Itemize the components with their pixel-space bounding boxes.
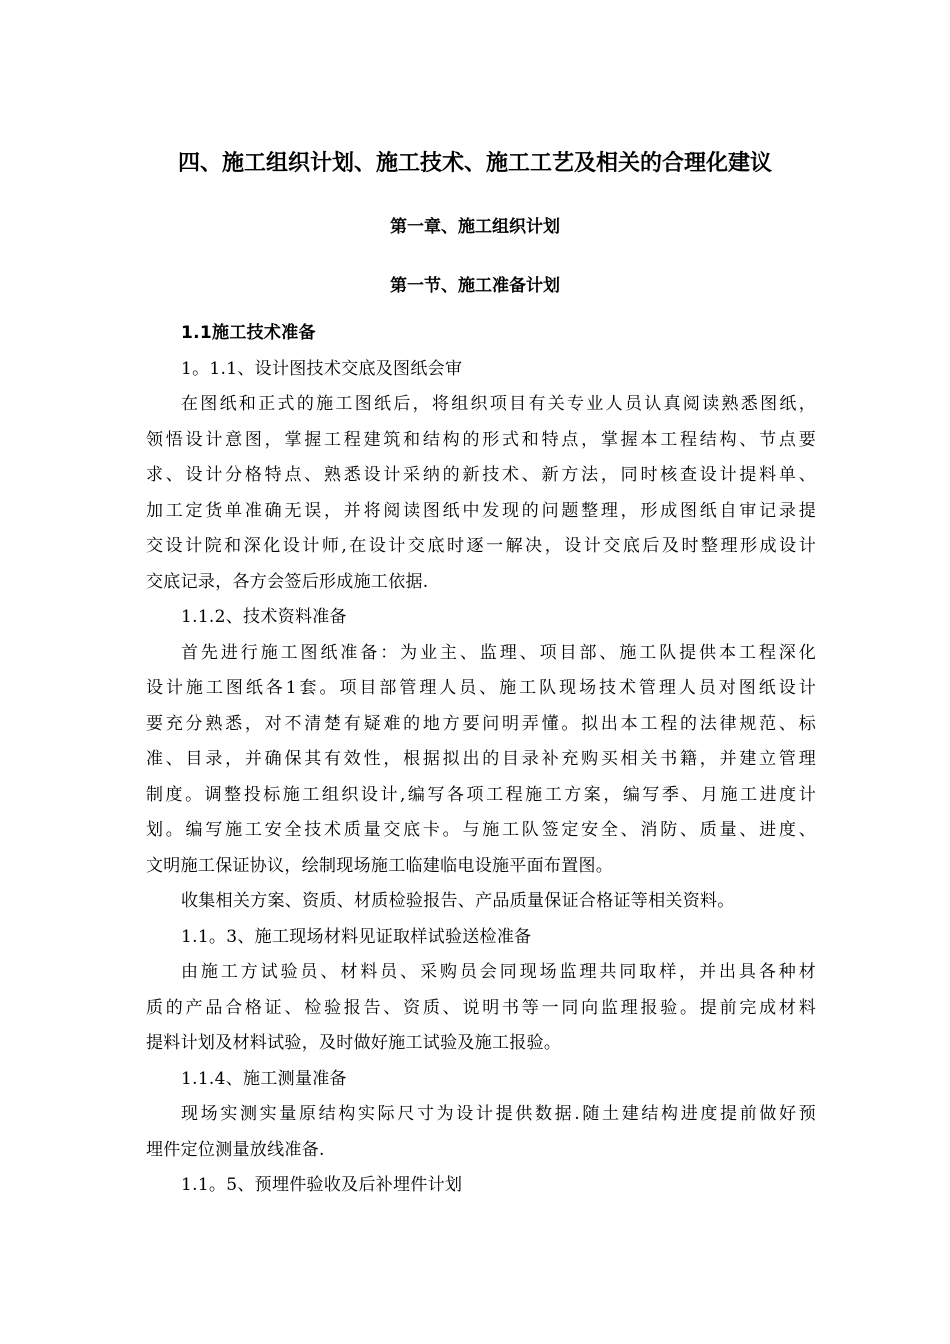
document-title: 四、施工组织计划、施工技术、施工工艺及相关的合理化建议 [177,151,772,176]
text-line: 在图纸和正式的施工图纸后，将组织项目有关专业人员认真阅读熟悉图纸， [181,394,816,414]
text-line: 1。1.1、设计图技术交底及图纸会审 [181,358,463,379]
chapter-heading: 第一章、施工组织计划 [390,217,560,237]
text-line: 收集相关方案、资质、材质检验报告、产品质量保证合格证等相关资料。 [181,891,735,911]
text-line: 准、目录，并确保其有效性，根据拟出的目录补充购买相关书籍，并建立管理 [146,749,816,769]
text-line: 加工定货单准确无误，并将阅读图纸中发现的问题整理，形成图纸自审记录提 [146,500,816,521]
text-line: 质的产品合格证、检验报告、资质、说明书等一同向监理报验。提前完成材料 [146,997,816,1018]
text-line: 交设计院和深化设计师,在设计交底时逐一解决，设计交底后及时整理形成设计 [146,536,816,556]
text-line: 1.1施工技术准备 [181,323,316,343]
text-line: 制度。调整投标施工组织设计,编写各项工程施工方案，编写季、月施工进度计 [146,784,816,805]
text-line: 求、设计分格特点、熟悉设计采纳的新技术、新方法，同时核查设计提料单、 [146,465,816,485]
text-line: 划。编写施工安全技术质量交底卡。与施工队签定安全、消防、质量、进度、 [146,820,816,840]
text-line: 1.1。5、预埋件验收及后补埋件计划 [181,1175,463,1195]
document-body [146,316,816,1204]
text-line: 提料计划及材料试验，及时做好施工试验及施工报验。 [146,1033,562,1053]
text-line: 由施工方试验员、材料员、采购员会同现场监理共同取样，并出具各种材 [181,962,816,982]
text-line: 1.1.2、技术资料准备 [181,607,347,627]
text-line: 设计施工图纸各1套。项目部管理人员、施工队现场技术管理人员对图纸设计 [146,678,816,698]
text-line: 要充分熟悉，对不清楚有疑难的地方要问明弄懂。拟出本工程的法律规范、标 [146,713,816,734]
text-line: 1.1.4、施工测量准备 [181,1068,347,1089]
text-line: 埋件定位测量放线准备. [146,1139,325,1160]
text-line: 交底记录，各方会签后形成施工依据. [146,571,429,592]
text-line: 首先进行施工图纸准备：为业主、监理、项目部、施工队提供本工程深化 [181,642,816,663]
text-line: 文明施工保证协议，绘制现场施工临建临电设施平面布置图。 [146,855,614,876]
section-heading: 第一节、施工准备计划 [390,276,560,296]
text-line: 领悟设计意图，掌握工程建筑和结构的形式和特点，掌握本工程结构、节点要 [146,429,816,450]
text-line: 现场实测实量原结构实际尺寸为设计提供数据.随土建结构进度提前做好预 [181,1104,816,1124]
text-line: 1.1。3、施工现场材料见证取样试验送检准备 [181,926,532,947]
